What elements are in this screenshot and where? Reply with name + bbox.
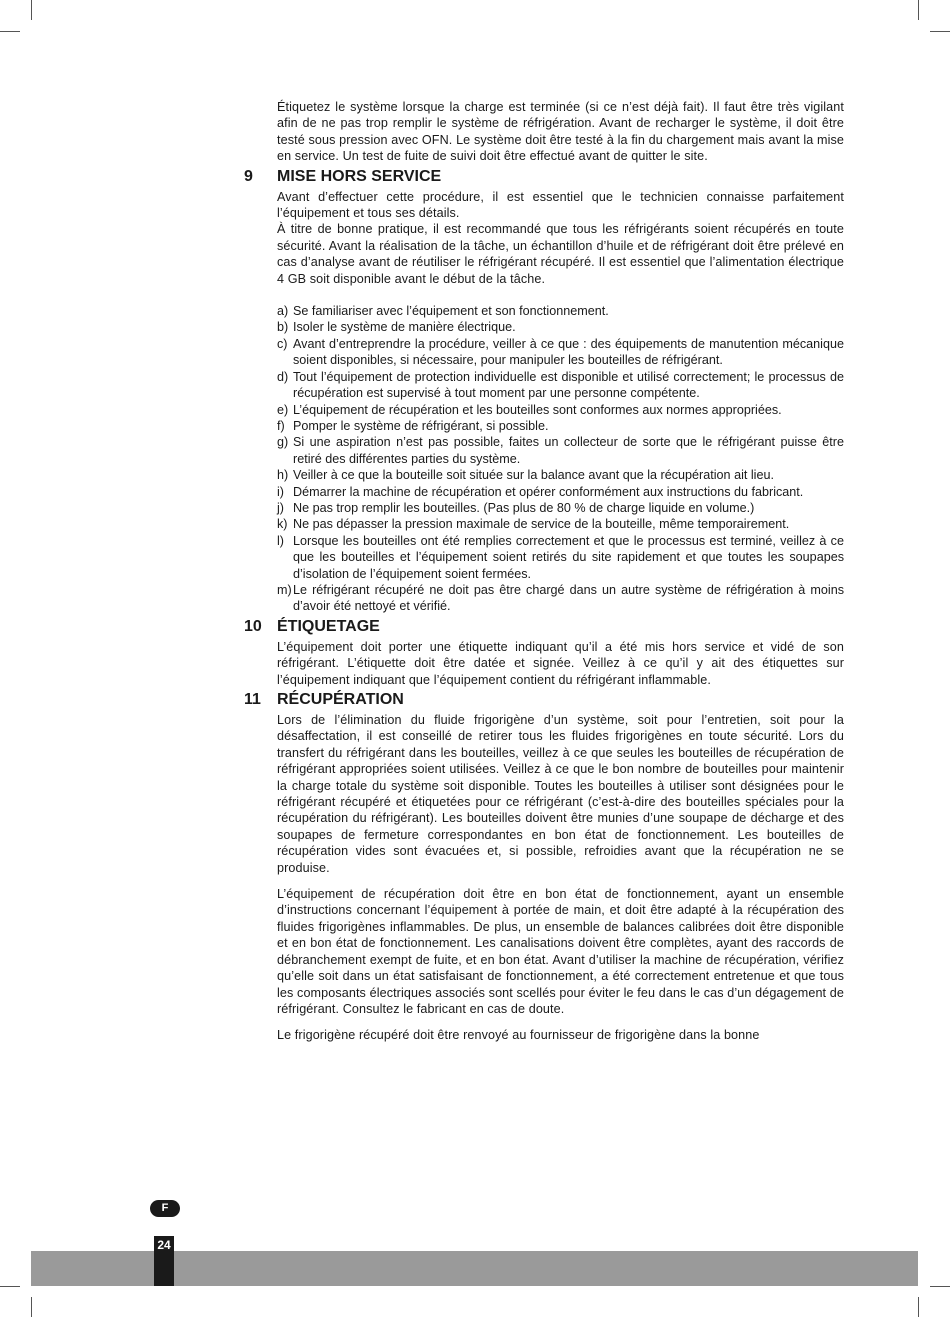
page-content (244, 99, 844, 1044)
list-item-text: Veiller à ce que la bouteille soit située sur la balance avant que la récupération ait lieu. (293, 468, 774, 483)
list-item (277, 467, 844, 483)
list-item (277, 369, 844, 402)
list-item-text: Tout l’équipement de protection individuelle est disponible et utilisé correctement; le processus de récupération est supervisé à tout moment par une personne compétente. (293, 369, 844, 401)
list-item (277, 319, 844, 335)
list-item (277, 402, 844, 418)
list-item (277, 418, 844, 434)
list-marker: f) (277, 418, 285, 433)
crop-mark (930, 31, 950, 32)
list-item-text: Ne pas trop remplir les bouteilles. (Pas plus de 80 % de charge liquide en volume.) (293, 500, 755, 515)
list-marker: c) (277, 336, 288, 351)
list-marker: a) (277, 304, 289, 319)
list-item-text: Avant d’entreprendre la procédure, veiller à ce que : des équipements de manutention mécanique soient disponibles, si nécessaire, pour manipuler les bouteilles de réfrigérant. (293, 336, 844, 368)
section-number: 9 (244, 167, 253, 185)
list-marker: m) (277, 582, 292, 597)
crop-mark (918, 0, 919, 20)
section-title: ÉTIQUETAGE (277, 617, 380, 635)
list-marker: k) (277, 517, 288, 532)
section-heading (244, 691, 844, 712)
list-item (277, 533, 844, 582)
list-item-text: Pomper le système de réfrigérant, si possible. (293, 418, 549, 433)
section-heading (244, 618, 844, 639)
crop-mark (31, 0, 32, 20)
intro-paragraph: Étiquetez le système lorsque la charge est terminée (si ce n’est déjà fait). Il faut être très vigilant afin de ne pas trop remplir le système de réfrigération. Avant de recharger le système, il doit être testé sous pression avec OFN. Le système doit être testé à la fin du chargement mais avant la mise en service. Un test de fuite de suivi doit être effectué avant de quitter le site. (277, 100, 844, 164)
crop-mark (31, 1297, 32, 1317)
list-item-text: Démarrer la machine de récupération et opérer conformément aux instructions du fabricant. (293, 484, 804, 499)
section-mise-hors-service (244, 168, 844, 615)
list-marker: e) (277, 402, 289, 417)
list-item (277, 484, 844, 500)
crop-mark (930, 1286, 950, 1287)
list-marker: d) (277, 369, 289, 384)
paragraph: Le frigorigène récupéré doit être renvoyé au fournisseur de frigorigène dans la bonne (277, 1028, 760, 1043)
paragraph: À titre de bonne pratique, il est recommandé que tous les réfrigérants soient récupérés en toute sécurité. Avant la réalisation de la tâche, un échantillon d’huile et de réfrigérant doit être prélevé en cas d’analyse avant de réutiliser le réfrigérant récupéré. Il est essentiel que l’alimentation électrique 4 GB soit disponible avant le début de la tâche. (277, 222, 844, 286)
paragraph: L’équipement de récupération doit être en bon état de fonctionnement, ayant un ensemble d’instructions concernant l’équipement à portée de main, et doit être adapté à la récupération des fluides frigorigènes inflammables. De plus, un ensemble de balances calibrées doit être disponible et en bon état de fonctionnement. Les canalisations doivent être complètes, ayant des raccords de débranchement exempt de fuite, et en bon état. Avant d’utiliser la machine de récupération, vérifiez qu’elle soit dans un état satisfaisant de fonctionnement, a été correctement entretenue et que tous les composants électriques associés sont scellés pour éviter le feu dans le cas d’un dégagement de réfrigérant. Consultez le fabricant en cas de doute. (277, 887, 844, 1016)
list-item-text: Le réfrigérant récupéré ne doit pas être chargé dans un autre système de réfrigération à moins d’avoir été nettoyé et vérifié. (293, 582, 844, 614)
paragraph: Lors de l’élimination du fluide frigorigène d’un système, soit pour l’entretien, soit pour la désaffectation, il est conseillé de retirer tous les fluides frigorigènes en toute sécurité. Lors du transfert du réfrigérant dans les bouteilles, veillez à ce que seules les bouteilles de récupération de réfrigérant appropriées soient utilisées. Veillez à ce que le bon nombre de bouteilles pour maintenir la charge totale du système soit disponible. Toutes les bouteilles à utiliser sont désignées pour le réfrigérant récupéré et étiquetées pour ce réfrigérant (c’est-à-dire des bouteilles spéciales pour la récupération du réfrigérant). Les bouteilles doivent être munies d’une soupape de décharge et des soupapes de fermeture correspondantes en bon état de fonctionnement. Les bouteilles de récupération vides sont évacuées et, si possible, refroidies avant que la récupération ne se produise. (277, 713, 844, 875)
list-item-text: Isoler le système de manière électrique. (293, 320, 516, 335)
paragraph: Avant d’effectuer cette procédure, il est essentiel que le technicien connaisse parfaitement l’équipement et tous ses détails. (277, 189, 844, 221)
list-item (277, 336, 844, 369)
list-marker: b) (277, 320, 289, 335)
procedure-steps (277, 303, 844, 615)
list-item (277, 434, 844, 467)
section-number: 11 (244, 691, 261, 708)
language-badge: F (150, 1200, 180, 1217)
section-number: 10 (244, 617, 262, 635)
section-title: RÉCUPÉRATION (277, 691, 404, 708)
section-heading (244, 168, 844, 189)
list-item (277, 516, 844, 532)
crop-mark (0, 31, 20, 32)
list-item-text: Ne pas dépasser la pression maximale de service de la bouteille, même temporairement. (293, 517, 790, 532)
list-marker: i) (277, 484, 284, 499)
list-item-text: L’équipement de récupération et les bouteilles sont conformes aux normes appropriées. (293, 402, 782, 417)
list-marker: l) (277, 533, 284, 548)
crop-mark (0, 1286, 20, 1287)
list-marker: g) (277, 435, 289, 450)
list-marker: h) (277, 468, 289, 483)
list-item-text: Si une aspiration n’est pas possible, faites un collecteur de sorte que le réfrigérant puisse être retiré des différentes parties du système. (293, 435, 844, 466)
section-title: MISE HORS SERVICE (277, 167, 442, 185)
list-item (277, 582, 844, 615)
section-etiquetage (244, 618, 844, 688)
paragraph: L’équipement doit porter une étiquette indiquant qu’il a été mis hors service et vidé de son réfrigérant. L’étiquette doit être datée et signée. Veillez à ce qu’il y ait des étiquettes sur l’équipement indiquant que l’équipement contient du réfrigérant inflammable. (277, 639, 844, 687)
list-marker: j) (277, 500, 284, 515)
list-item-text: Lorsque les bouteilles ont été remplies correctement et que le processus est terminé, veillez à ce que les bouteilles et l’équipement soient retirés du site rapidement et que toutes les soupapes d’isolation de l’équipement soient fermées. (293, 533, 844, 581)
list-item-text: Se familiariser avec l’équipement et son fonctionnement. (293, 304, 609, 319)
crop-mark (918, 1297, 919, 1317)
page-number: 24 (154, 1236, 174, 1286)
list-item (277, 500, 844, 516)
section-recuperation (244, 691, 844, 1044)
spacer (244, 287, 844, 303)
list-item (277, 303, 844, 319)
